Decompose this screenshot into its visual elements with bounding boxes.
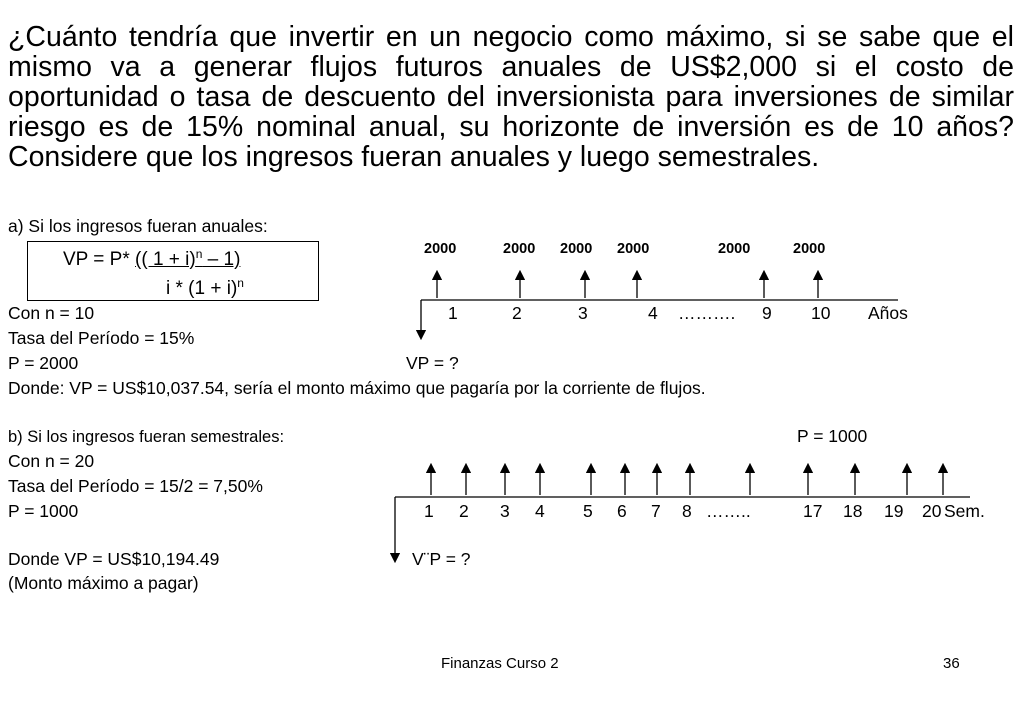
cashflow-amount: 2000 bbox=[617, 241, 650, 257]
part-b-n: Con n = 20 bbox=[8, 451, 95, 471]
part-b-title: b) Si los ingresos fueran semestrales: bbox=[8, 428, 285, 446]
period-unit: Sem. bbox=[944, 501, 985, 521]
formula-denominator-base: i * (1 + i) bbox=[166, 278, 238, 299]
part-a-rate: Tasa del Período = 15% bbox=[8, 328, 195, 348]
cashflow-amount: 2000 bbox=[793, 241, 826, 257]
period-label: 8 bbox=[682, 501, 692, 521]
formula-numerator-exponent: n bbox=[195, 247, 203, 261]
period-label: 2 bbox=[459, 501, 469, 521]
period-label: 5 bbox=[583, 501, 593, 521]
part-a-p: P = 2000 bbox=[8, 353, 79, 373]
period-label: 1 bbox=[424, 501, 434, 521]
part-b-result-note: (Monto máximo a pagar) bbox=[8, 573, 199, 593]
period-label: 7 bbox=[651, 501, 661, 521]
period-label: 3 bbox=[578, 303, 588, 323]
period-label: 2 bbox=[512, 303, 522, 323]
period-label: 1 bbox=[448, 303, 458, 323]
period-label: 18 bbox=[843, 501, 863, 521]
part-b-result: Donde VP = US$10,194.49 bbox=[8, 549, 220, 569]
cashflow-amount: 2000 bbox=[424, 241, 457, 257]
period-unit: Años bbox=[868, 303, 908, 323]
cashflow-amount: 2000 bbox=[503, 241, 536, 257]
period-label: 9 bbox=[762, 303, 772, 323]
part-a-n: Con n = 10 bbox=[8, 303, 95, 323]
period-label: 6 bbox=[617, 501, 627, 521]
period-label: 10 bbox=[811, 303, 831, 323]
vp-label: V¨P = ? bbox=[412, 549, 471, 569]
part-a-title: a) Si los ingresos fueran anuales: bbox=[8, 216, 268, 236]
part-b-rate: Tasa del Período = 15/2 = 7,50% bbox=[8, 476, 263, 496]
formula-numerator-base: (( 1 + i) bbox=[135, 249, 196, 270]
period-label: 4 bbox=[535, 501, 545, 521]
question-text: ¿Cuánto tendría que invertir en un negocio como máximo, si se sabe que el mismo va a generar flujos futuros anuales de US$2,000 si el costo de oportunidad o tasa de descuento del inversionista para inversiones de similar riesgo es de 15% nominal anual, su horizonte de inversión es de 10 años? Considere que los ingresos fueran anuales y luego semestrales. bbox=[8, 21, 1014, 173]
formula-lhs: VP = P* bbox=[63, 249, 136, 270]
part-a-result: Donde: VP = US$10,037.54, sería el monto máximo que pagaría por la corriente de flujos. bbox=[8, 378, 706, 398]
period-label: 19 bbox=[884, 501, 904, 521]
cashflow-amount: 2000 bbox=[560, 241, 593, 257]
part-b-p-label: P = 1000 bbox=[797, 426, 868, 446]
vp-label: VP = ? bbox=[406, 353, 459, 373]
footer-course: Finanzas Curso 2 bbox=[441, 655, 559, 672]
part-b-p: P = 1000 bbox=[8, 501, 79, 521]
period-label: 3 bbox=[500, 501, 510, 521]
formula-numerator-tail: – 1) bbox=[202, 249, 241, 270]
cashflow-amount: 2000 bbox=[718, 241, 751, 257]
formula-denominator-exponent: n bbox=[237, 276, 244, 290]
period-dots: …….. bbox=[706, 501, 751, 521]
page-number: 36 bbox=[943, 655, 960, 672]
period-label: 20 bbox=[922, 501, 942, 521]
period-label: 4 bbox=[648, 303, 658, 323]
period-label: 17 bbox=[803, 501, 823, 521]
period-dots: ………. bbox=[678, 303, 736, 323]
